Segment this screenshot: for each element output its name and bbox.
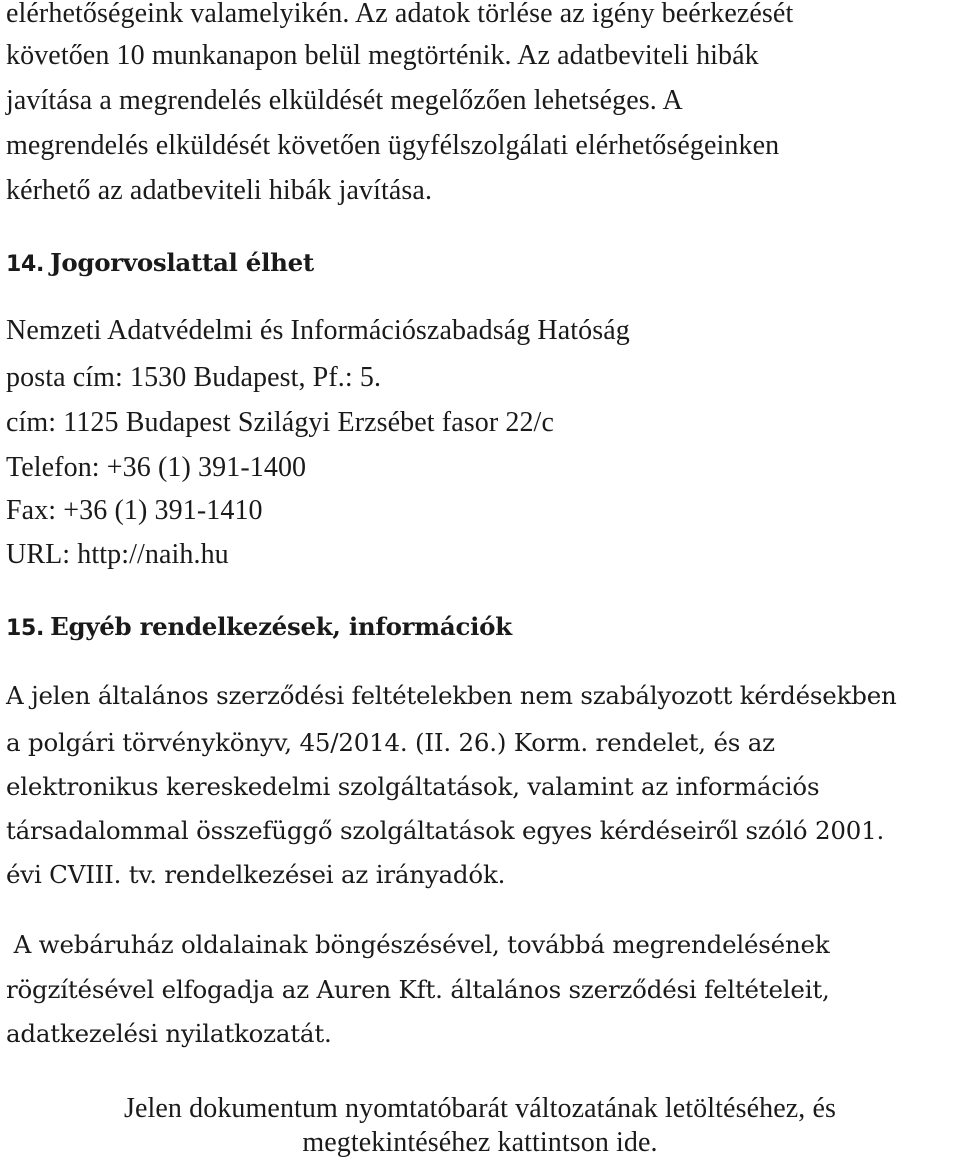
acceptance-line: rögzítésével elfogadja az Auren Kft. általános szerződési feltételeit,: [6, 975, 830, 1004]
footer-line: Jelen dokumentum nyomtatóbarát változatának letöltéséhez, és: [124, 1093, 836, 1124]
section-15-line: A jelen általános szerződési feltételekben nem szabályozott kérdésekben: [6, 681, 897, 710]
section-14-heading: [6, 248, 314, 277]
acceptance-line: adatkezelési nyilatkozatát.: [6, 1019, 332, 1048]
section-title: Egyéb rendelkezések, információk: [50, 612, 512, 641]
section-15-line: társadalommal összefüggő szolgáltatások egyes kérdéseiről szóló 2001.: [6, 816, 885, 845]
intro-line: javítása a megrendelés elküldését megelőzően lehetséges. A: [6, 85, 683, 116]
phone-number: Telefon: +36 (1) 391-1400: [6, 452, 307, 483]
section-number: 15.: [6, 616, 45, 641]
section-15-line: elektronikus kereskedelmi szolgáltatások, valamint az információs: [6, 772, 820, 801]
intro-line: kérhető az adatbeviteli hibák javítása.: [6, 175, 433, 206]
section-15-line: a polgári törvénykönyv, 45/2014. (II. 26.) Korm. rendelet, és az: [6, 728, 775, 757]
intro-line: elérhetőségeink valamelyikén. Az adatok törlése az igény beérkezését: [6, 0, 794, 29]
section-title: Jogorvoslattal élhet: [50, 248, 314, 277]
street-address: cím: 1125 Budapest Szilágyi Erzsébet fasor 22/c: [6, 407, 554, 438]
intro-line: követően 10 munkanapon belül megtörténik. Az adatbeviteli hibák: [6, 40, 759, 71]
acceptance-line: A webáruház oldalainak böngészésével, továbbá megrendelésének: [6, 930, 830, 959]
fax-number: Fax: +36 (1) 391-1410: [6, 495, 263, 526]
authority-name: Nemzeti Adatvédelmi és Információszabadság Hatóság: [6, 315, 630, 346]
postal-address: posta cím: 1530 Budapest, Pf.: 5.: [6, 362, 382, 393]
website-url: URL: http://naih.hu: [6, 539, 229, 570]
section-number: 14.: [6, 252, 45, 277]
section-15-line: évi CVIII. tv. rendelkezései az irányadók.: [6, 860, 506, 889]
print-version-link[interactable]: megtekintéséhez kattintson ide.: [302, 1127, 658, 1158]
section-15-heading: [6, 612, 512, 641]
intro-line: megrendelés elküldését követően ügyfélszolgálati elérhetőségeinken: [6, 130, 780, 161]
